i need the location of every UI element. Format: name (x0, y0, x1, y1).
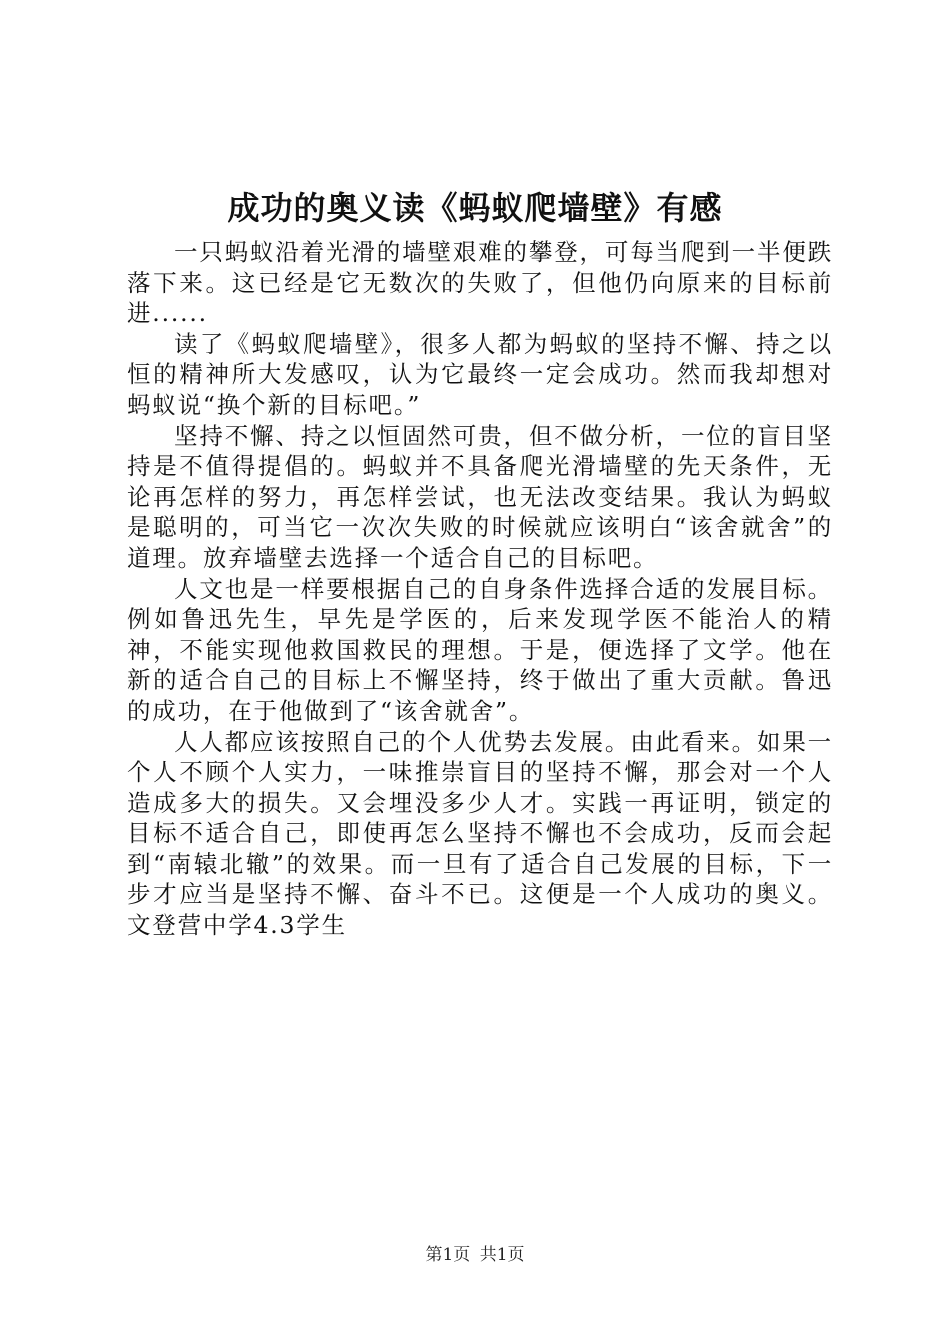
page-number: 第1页 (425, 1245, 471, 1265)
paragraph-2: 读了《蚂蚁爬墙壁》，很多人都为蚂蚁的坚持不懈、持之以恒的精神所大发感叹，认为它最终一定会成功。然而我却想对蚂蚁说“换个新的目标吧。” (127, 329, 833, 419)
page-title: 成功的奥义读《蚂蚁爬墙壁》有感 (227, 189, 723, 227)
paragraph-5: 人人都应该按照自己的个人优势去发展。由此看来。如果一个人不顾个人实力，一味推崇盲目的坚持不懈，那会对一个人造成多大的损失。又会埋没多少人才。实践一再证明，锁定的目标不适合自己，即使再怎么坚持不懈也不会成功，反而会起到“南辕北辙”的效果。而一旦有了适合自己发展的目标，下一步才应当是坚持不懈、奋斗不已。这便是一个人成功的奥义。文登营中学4.3学生 (127, 727, 833, 940)
article-body (127, 237, 833, 941)
paragraph-1: 一只蚂蚁沿着光滑的墙壁艰难的攀登，可每当爬到一半便跌落下来。这已经是它无数次的失败了，但他仍向原来的目标前进...... (127, 238, 833, 328)
paragraph-3: 坚持不懈、持之以恒固然可贵，但不做分析，一位的盲目坚持是不值得提倡的。蚂蚁并不具备爬光滑墙壁的先天条件，无论再怎样的努力，再怎样尝试，也无法改变结果。我认为蚂蚁是聪明的，可当它一次次失败的时候就应该明白“该舍就舍”的道理。放弃墙壁去选择一个适合自己的目标吧。 (127, 421, 833, 572)
page-footer (0, 1243, 950, 1267)
paragraph-4: 人文也是一样要根据自己的自身条件选择合适的发展目标。例如鲁迅先生，早先是学医的，后来发现学医不能治人的精神，不能实现他救国救民的理想。于是，便选择了文学。他在新的适合自己的目标上不懈坚持，终于做出了重大贡献。鲁迅的成功，在于他做到了“该舍就舍”。 (127, 574, 833, 725)
page-total: 共1页 (479, 1245, 525, 1265)
